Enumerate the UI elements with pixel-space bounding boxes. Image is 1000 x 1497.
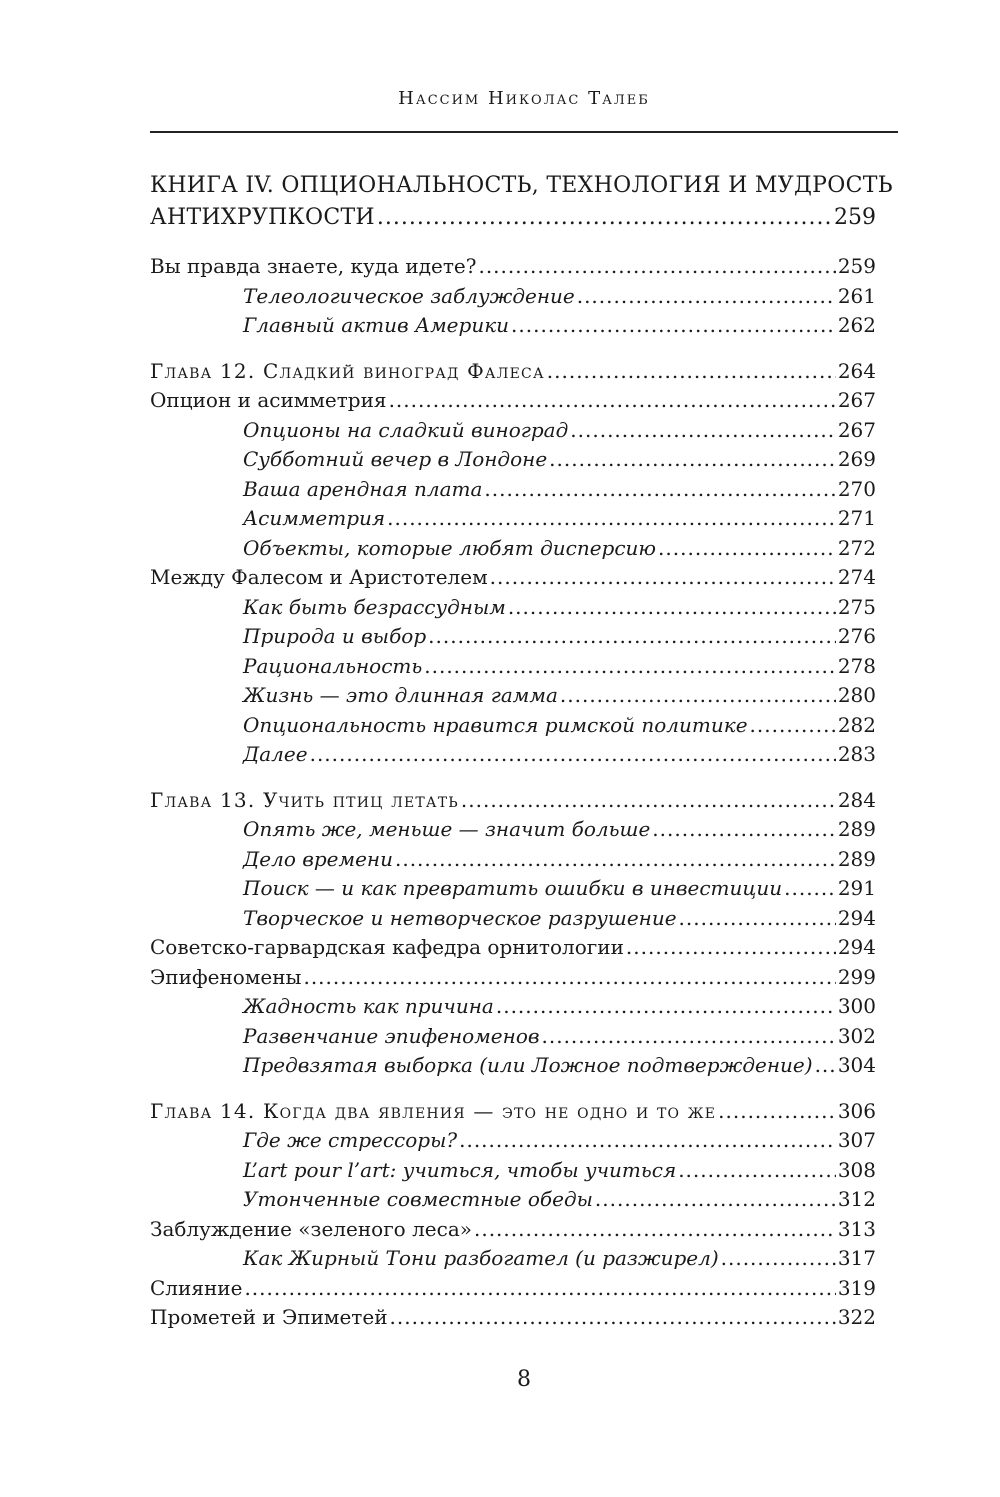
dot-leader bbox=[387, 506, 836, 530]
entry-page: 322 bbox=[837, 1305, 876, 1329]
entry-title: Природа и выбор bbox=[243, 624, 427, 648]
entry-page: 272 bbox=[837, 535, 876, 560]
entry-title: Телеологическое заблуждение bbox=[243, 283, 575, 308]
toc-entry-subsection[interactable] bbox=[150, 418, 876, 448]
entry-title: Советско-гарвардская кафедра орнитологии bbox=[150, 935, 624, 959]
dot-leader bbox=[428, 624, 836, 648]
entry-title: Опцион и асимметрия bbox=[150, 388, 387, 412]
toc-entry-section[interactable] bbox=[150, 1217, 876, 1247]
dot-leader bbox=[303, 965, 835, 989]
toc-entry-subsection[interactable] bbox=[150, 313, 876, 343]
toc-entry-chapter-12[interactable] bbox=[150, 359, 876, 389]
dot-leader bbox=[750, 713, 836, 737]
entry-title: Дело времени bbox=[243, 846, 393, 871]
dot-leader bbox=[549, 447, 836, 471]
toc-entry-subsection[interactable] bbox=[150, 817, 876, 847]
entry-page: 300 bbox=[837, 994, 876, 1018]
entry-page: 271 bbox=[837, 506, 876, 530]
entry-page: 299 bbox=[837, 964, 876, 989]
entry-title: Как Жирный Тони разбогател (и разжирел) bbox=[243, 1246, 719, 1270]
entry-title: Предвзятая выборка (или Ложное подтверждение) bbox=[243, 1053, 813, 1077]
entry-title: Прометей и Эпиметей bbox=[150, 1305, 388, 1329]
book-heading[interactable] bbox=[150, 170, 893, 234]
entry-title: Глава 12. Сладкий виноград Фалеса bbox=[150, 358, 545, 383]
entry-title: Субботний вечер в Лондоне bbox=[243, 447, 548, 471]
toc-entry-subsection[interactable] bbox=[150, 1187, 876, 1217]
dot-leader bbox=[508, 595, 836, 619]
entry-title: Слияние bbox=[150, 1275, 243, 1300]
entry-page: 269 bbox=[837, 447, 876, 471]
entry-title: Рациональность bbox=[243, 653, 423, 678]
toc-entry-subsection[interactable] bbox=[150, 1246, 876, 1276]
entry-title: Между Фалесом и Аристотелем bbox=[150, 565, 488, 589]
entry-title: Глава 13. Учить птиц летать bbox=[150, 787, 459, 812]
toc-entry-subsection[interactable] bbox=[150, 447, 876, 477]
running-head: Нассим Николас Талеб bbox=[398, 88, 650, 109]
entry-title: Как быть безрассудным bbox=[243, 594, 506, 619]
dot-leader bbox=[459, 1128, 836, 1152]
toc-entry-subsection[interactable] bbox=[150, 1128, 876, 1158]
entry-title: Эпифеномены bbox=[150, 964, 302, 989]
toc-entry-section[interactable] bbox=[150, 254, 876, 284]
toc-entry-subsection[interactable] bbox=[150, 994, 876, 1024]
dot-leader bbox=[490, 565, 836, 589]
dot-leader bbox=[626, 935, 836, 959]
page-number: 8 bbox=[517, 1367, 531, 1392]
dot-leader bbox=[658, 536, 836, 560]
dot-leader bbox=[652, 817, 836, 841]
entry-title: Заблуждение «зеленого леса» bbox=[150, 1216, 472, 1241]
dot-leader bbox=[815, 1053, 836, 1077]
book-title-line-1: КНИГА IV. ОПЦИОНАЛЬНОСТЬ, ТЕХНОЛОГИЯ И МУДРОСТЬ bbox=[150, 173, 893, 198]
toc-entry-subsection[interactable] bbox=[150, 1053, 876, 1083]
entry-title: L’art pour l’art: учиться, чтобы учиться bbox=[243, 1157, 677, 1182]
dot-leader bbox=[377, 202, 832, 234]
toc-entry-subsection[interactable] bbox=[150, 654, 876, 684]
entry-page: 302 bbox=[837, 1023, 876, 1048]
entry-page: 283 bbox=[837, 742, 876, 766]
entry-page: 278 bbox=[837, 653, 876, 678]
entry-title: Опционы на сладкий виноград bbox=[243, 417, 569, 442]
dot-leader bbox=[678, 1158, 836, 1182]
toc-entry-subsection[interactable] bbox=[150, 536, 876, 566]
toc-entry-section[interactable] bbox=[150, 935, 876, 965]
dot-leader bbox=[679, 906, 836, 930]
toc-entry-subsection[interactable] bbox=[150, 1024, 876, 1054]
dot-leader bbox=[718, 1099, 836, 1123]
entry-page: 291 bbox=[837, 876, 876, 900]
toc-entry-subsection[interactable] bbox=[150, 742, 876, 772]
dot-leader bbox=[478, 254, 835, 278]
entry-title: Асимметрия bbox=[243, 506, 386, 530]
dot-leader bbox=[595, 1187, 836, 1211]
table-of-contents bbox=[150, 170, 893, 1335]
entry-page: 276 bbox=[837, 624, 876, 648]
entry-page: 264 bbox=[837, 358, 876, 383]
entry-page: 284 bbox=[837, 787, 876, 812]
dot-leader bbox=[547, 359, 836, 383]
entry-title: Жадность как причина bbox=[243, 994, 494, 1018]
entry-page: 319 bbox=[837, 1275, 876, 1300]
entry-page: 274 bbox=[837, 565, 876, 589]
entry-title: Утонченные совместные обеды bbox=[243, 1187, 593, 1211]
toc-entry-subsection[interactable] bbox=[150, 284, 876, 314]
book-page-number: 259 bbox=[834, 205, 876, 230]
entry-page: 289 bbox=[837, 817, 876, 841]
entry-title: Главный актив Америки bbox=[243, 313, 510, 337]
dot-leader bbox=[484, 477, 835, 501]
toc-entry-subsection[interactable] bbox=[150, 477, 876, 507]
entry-title: Ваша арендная плата bbox=[243, 476, 483, 501]
entry-title: Опять же, меньше — значит больше bbox=[243, 817, 651, 841]
entry-page: 313 bbox=[837, 1216, 876, 1241]
dot-leader bbox=[542, 1024, 836, 1048]
toc-entry-subsection[interactable] bbox=[150, 595, 876, 625]
dot-leader bbox=[496, 994, 836, 1018]
entry-title: Поиск — и как превратить ошибки в инвестиции bbox=[243, 876, 783, 900]
dot-leader bbox=[461, 788, 836, 812]
dot-leader bbox=[390, 1305, 836, 1329]
dot-leader bbox=[310, 742, 836, 766]
dot-leader bbox=[721, 1246, 836, 1270]
toc-entry-section[interactable] bbox=[150, 565, 876, 595]
entry-title: Вы правда знаете, куда идете? bbox=[150, 254, 477, 278]
toc-entry-subsection[interactable] bbox=[150, 876, 876, 906]
toc-entry-subsection[interactable] bbox=[150, 1158, 876, 1188]
toc-entry-section[interactable] bbox=[150, 1276, 876, 1306]
entry-page: 308 bbox=[837, 1157, 876, 1182]
dot-leader bbox=[389, 388, 836, 412]
entry-title: Объекты, которые любят дисперсию bbox=[243, 535, 657, 560]
dot-leader bbox=[474, 1217, 836, 1241]
toc-entry-section[interactable] bbox=[150, 965, 876, 995]
toc-entry-subsection[interactable] bbox=[150, 847, 876, 877]
entry-page: 294 bbox=[837, 905, 876, 930]
dot-leader bbox=[395, 847, 836, 871]
toc-entry-subsection[interactable] bbox=[150, 683, 876, 713]
dot-leader bbox=[424, 654, 836, 678]
entry-page: 306 bbox=[837, 1098, 876, 1123]
toc-entry-chapter-14[interactable] bbox=[150, 1099, 876, 1129]
toc-entry-section[interactable] bbox=[150, 1305, 876, 1335]
dot-leader bbox=[784, 876, 836, 900]
entry-page: 289 bbox=[837, 846, 876, 871]
entry-title: Далее bbox=[243, 742, 308, 766]
toc-entry-subsection[interactable] bbox=[150, 506, 876, 536]
entry-page: 267 bbox=[837, 417, 876, 442]
toc-entry-subsection[interactable] bbox=[150, 713, 876, 743]
entry-page: 267 bbox=[837, 388, 876, 412]
entry-page: 261 bbox=[837, 283, 876, 308]
header-rule bbox=[150, 131, 898, 133]
entry-page: 275 bbox=[837, 594, 876, 619]
entry-title: Глава 14. Когда два явления — это не одно и то же bbox=[150, 1098, 717, 1123]
entry-title: Творческое и нетворческое разрушение bbox=[243, 905, 677, 930]
entry-page: 307 bbox=[837, 1128, 876, 1152]
toc-entry-section[interactable] bbox=[150, 388, 876, 418]
entry-title: Жизнь — это длинная гамма bbox=[243, 683, 558, 707]
dot-leader bbox=[244, 1276, 835, 1300]
entry-page: 280 bbox=[837, 683, 876, 707]
dot-leader bbox=[511, 313, 836, 337]
entry-title: Опциональность нравится римской политике bbox=[243, 712, 748, 737]
toc-entry-chapter-13[interactable] bbox=[150, 788, 876, 818]
entry-page: 270 bbox=[837, 476, 876, 501]
entry-page: 259 bbox=[837, 254, 876, 278]
entry-page: 282 bbox=[837, 712, 876, 737]
entry-page: 262 bbox=[837, 313, 876, 337]
dot-leader bbox=[570, 418, 836, 442]
entry-page: 304 bbox=[837, 1053, 876, 1077]
entry-page: 312 bbox=[837, 1187, 876, 1211]
toc-entry-subsection[interactable] bbox=[150, 624, 876, 654]
dot-leader bbox=[577, 284, 836, 308]
entry-title: Где же стрессоры? bbox=[243, 1128, 458, 1152]
entry-page: 294 bbox=[837, 935, 876, 959]
dot-leader bbox=[560, 683, 836, 707]
entry-page: 317 bbox=[837, 1246, 876, 1270]
toc-entry-subsection[interactable] bbox=[150, 906, 876, 936]
book-title-line-2: АНТИХРУПКОСТИ bbox=[150, 205, 375, 230]
entry-title: Развенчание эпифеноменов bbox=[243, 1023, 540, 1048]
